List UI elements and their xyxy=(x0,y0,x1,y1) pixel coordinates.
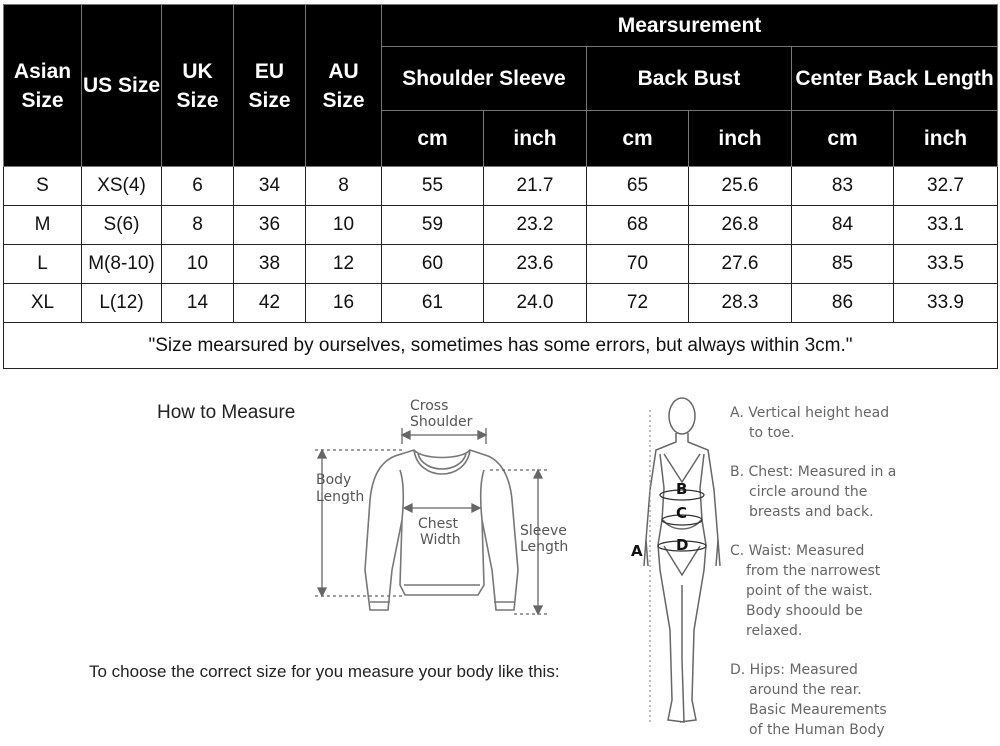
cross-shoulder-arrow xyxy=(402,428,486,444)
choose-size-instruction: To choose the correct size for you measure your body like this: xyxy=(89,662,560,681)
table-cell: 16 xyxy=(306,284,382,323)
table-cell: S xyxy=(4,167,82,206)
table-cell: 10 xyxy=(162,245,234,284)
legend-c: C. Waist: Measured xyxy=(730,543,865,559)
table-cell: 25.6 xyxy=(689,167,792,206)
legend-c: relaxed. xyxy=(746,623,803,639)
legend-c: point of the waist. xyxy=(746,583,873,599)
header-unit: inch xyxy=(894,111,998,167)
cross-shoulder-label: Cross xyxy=(410,398,449,414)
header-back-bust: Back Bust xyxy=(587,47,792,111)
header-uk-size: UK Size xyxy=(162,5,234,167)
legend-a: A. Vertical height head xyxy=(730,405,890,421)
table-cell: 55 xyxy=(382,167,484,206)
marker-b: B xyxy=(676,480,688,498)
table-cell: 32.7 xyxy=(894,167,998,206)
table-cell: 8 xyxy=(162,206,234,245)
measurement-legend xyxy=(730,405,896,738)
measurement-diagram xyxy=(0,370,1000,746)
legend-d: Basic Meaurements xyxy=(749,702,887,718)
table-cell: 65 xyxy=(587,167,689,206)
table-cell: 83 xyxy=(792,167,894,206)
body-length-label: Length xyxy=(316,489,365,505)
header-us-size: US Size xyxy=(82,5,162,167)
human-body-figure xyxy=(644,398,720,722)
table-cell: 21.7 xyxy=(484,167,587,206)
table-row xyxy=(4,284,998,323)
table-cell: 38 xyxy=(234,245,306,284)
table-cell: 27.6 xyxy=(689,245,792,284)
sleeve-length-label: Sleeve xyxy=(520,523,567,539)
header-measurement: Mearsurement xyxy=(382,5,998,47)
legend-b: B. Chest: Measured in a xyxy=(730,464,897,480)
table-cell: 85 xyxy=(792,245,894,284)
table-cell: 23.6 xyxy=(484,245,587,284)
header-asian-size: Asian Size xyxy=(4,5,82,167)
header-unit: cm xyxy=(792,111,894,167)
legend-b: circle around the xyxy=(749,484,868,500)
legend-b: breasts and back. xyxy=(749,504,874,520)
legend-c: Body shoould be xyxy=(746,603,863,619)
header-shoulder-sleeve: Shoulder Sleeve xyxy=(382,47,587,111)
chest-width-label: Chest xyxy=(418,516,459,532)
table-cell: 23.2 xyxy=(484,206,587,245)
table-cell: 68 xyxy=(587,206,689,245)
table-cell: 33.9 xyxy=(894,284,998,323)
header-eu-size: EU Size xyxy=(234,5,306,167)
marker-a: A xyxy=(631,542,643,560)
cross-shoulder-label: Shoulder xyxy=(410,414,473,430)
table-cell: 86 xyxy=(792,284,894,323)
table-cell: M xyxy=(4,206,82,245)
table-cell: 6 xyxy=(162,167,234,206)
size-chart-table xyxy=(3,4,998,369)
table-cell: 26.8 xyxy=(689,206,792,245)
chest-width-label: Width xyxy=(420,532,461,548)
table-cell: 12 xyxy=(306,245,382,284)
table-cell: 70 xyxy=(587,245,689,284)
table-row xyxy=(4,245,998,284)
table-row xyxy=(4,206,998,245)
table-cell: 33.5 xyxy=(894,245,998,284)
table-cell: XS(4) xyxy=(82,167,162,206)
table-cell: 36 xyxy=(234,206,306,245)
table-cell: M(8-10) xyxy=(82,245,162,284)
table-cell: L(12) xyxy=(82,284,162,323)
header-unit: cm xyxy=(382,111,484,167)
table-cell: 84 xyxy=(792,206,894,245)
header-center-back-length: Center Back Length xyxy=(792,47,998,111)
legend-d: D. Hips: Measured xyxy=(730,662,858,678)
legend-d: around the rear. xyxy=(749,682,862,698)
sleeve-length-label: Length xyxy=(520,539,569,555)
table-cell: 28.3 xyxy=(689,284,792,323)
table-cell: 24.0 xyxy=(484,284,587,323)
table-cell: 33.1 xyxy=(894,206,998,245)
marker-c: C xyxy=(676,504,688,522)
table-cell: 8 xyxy=(306,167,382,206)
legend-d: of the Human Body xyxy=(749,722,885,738)
table-row xyxy=(4,167,998,206)
table-cell: 42 xyxy=(234,284,306,323)
table-cell: L xyxy=(4,245,82,284)
table-cell: S(6) xyxy=(82,206,162,245)
table-cell: 10 xyxy=(306,206,382,245)
header-unit: inch xyxy=(484,111,587,167)
legend-c: from the narrowest xyxy=(746,563,881,579)
legend-a: to toe. xyxy=(749,425,795,441)
table-cell: 59 xyxy=(382,206,484,245)
table-cell: 60 xyxy=(382,245,484,284)
table-cell: 72 xyxy=(587,284,689,323)
header-au-size: AU Size xyxy=(306,5,382,167)
table-cell: 34 xyxy=(234,167,306,206)
table-cell: 14 xyxy=(162,284,234,323)
chest-width-arrow xyxy=(404,504,480,512)
measurement-note: "Size mearsured by ourselves, sometimes has some errors, but always within 3cm." xyxy=(4,323,998,369)
table-cell: 61 xyxy=(382,284,484,323)
header-unit: inch xyxy=(689,111,792,167)
body-length-label: Body xyxy=(316,472,352,488)
table-cell: XL xyxy=(4,284,82,323)
marker-d: D xyxy=(676,536,689,554)
header-unit: cm xyxy=(587,111,689,167)
how-to-measure-title: How to Measure xyxy=(157,402,296,423)
